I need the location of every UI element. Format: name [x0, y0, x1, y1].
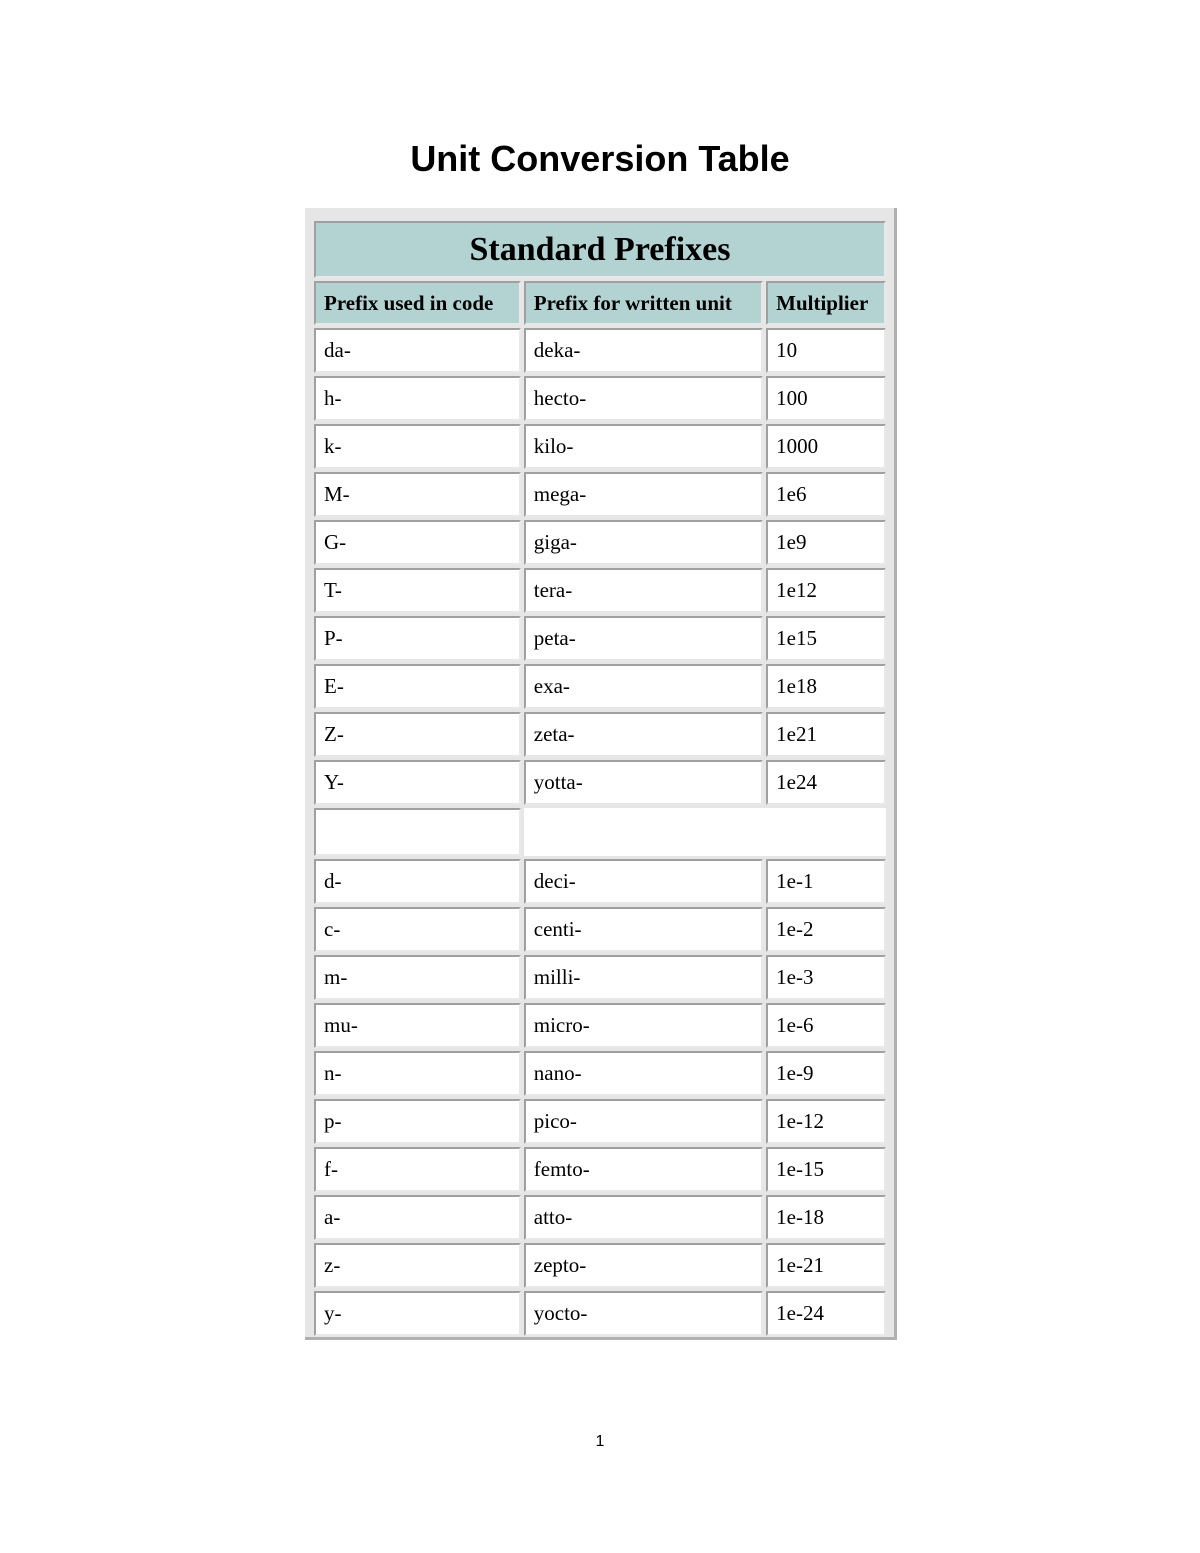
table-row [314, 760, 886, 805]
multiplier-cell: 1e-21 [766, 1243, 886, 1288]
multiplier-cell: 1e21 [766, 712, 886, 757]
written-prefix-cell: zepto- [524, 1243, 763, 1288]
standard-prefixes-table [311, 218, 889, 1339]
code-prefix-cell: mu- [314, 1003, 521, 1048]
table-row [314, 1195, 886, 1240]
column-header-code-prefix: Prefix used in code [314, 281, 521, 325]
code-prefix-cell: da- [314, 328, 521, 373]
written-prefix-cell: mega- [524, 472, 763, 517]
written-prefix-cell: hecto- [524, 376, 763, 421]
small-prefix-rows [314, 859, 886, 1336]
written-prefix-cell: zeta- [524, 712, 763, 757]
written-prefix-cell: exa- [524, 664, 763, 709]
code-prefix-cell: h- [314, 376, 521, 421]
multiplier-cell: 1e-1 [766, 859, 886, 904]
written-prefix-cell: yocto- [524, 1291, 763, 1336]
code-prefix-cell: Z- [314, 712, 521, 757]
large-prefix-rows [314, 328, 886, 805]
table-spacer [314, 808, 886, 856]
multiplier-cell: 1e-2 [766, 907, 886, 952]
spacer-row [314, 808, 886, 856]
written-prefix-cell: deci- [524, 859, 763, 904]
multiplier-cell: 100 [766, 376, 886, 421]
multiplier-cell: 10 [766, 328, 886, 373]
written-prefix-cell: centi- [524, 907, 763, 952]
code-prefix-cell: M- [314, 472, 521, 517]
table-row [314, 520, 886, 565]
written-prefix-cell: peta- [524, 616, 763, 661]
table-row [314, 712, 886, 757]
table-row [314, 1291, 886, 1336]
code-prefix-cell: p- [314, 1099, 521, 1144]
multiplier-cell: 1e-3 [766, 955, 886, 1000]
code-prefix-cell: Y- [314, 760, 521, 805]
table-row [314, 568, 886, 613]
multiplier-cell: 1e18 [766, 664, 886, 709]
table-row [314, 955, 886, 1000]
code-prefix-cell: d- [314, 859, 521, 904]
code-prefix-cell: E- [314, 664, 521, 709]
multiplier-cell: 1e-9 [766, 1051, 886, 1096]
table-caption: Standard Prefixes [314, 221, 886, 278]
table-row [314, 1003, 886, 1048]
written-prefix-cell: kilo- [524, 424, 763, 469]
table-row [314, 859, 886, 904]
table-row [314, 376, 886, 421]
written-prefix-cell: deka- [524, 328, 763, 373]
multiplier-cell: 1000 [766, 424, 886, 469]
spacer-cell [314, 808, 521, 856]
code-prefix-cell: m- [314, 955, 521, 1000]
code-prefix-cell: y- [314, 1291, 521, 1336]
multiplier-cell: 1e24 [766, 760, 886, 805]
code-prefix-cell: k- [314, 424, 521, 469]
table-row [314, 424, 886, 469]
multiplier-cell: 1e-18 [766, 1195, 886, 1240]
written-prefix-cell: giga- [524, 520, 763, 565]
table-row [314, 1147, 886, 1192]
code-prefix-cell: P- [314, 616, 521, 661]
table-row [314, 1243, 886, 1288]
column-header-multiplier: Multiplier [766, 281, 886, 325]
spacer-merged-cell [524, 808, 886, 856]
table-row [314, 664, 886, 709]
code-prefix-cell: c- [314, 907, 521, 952]
table-row [314, 616, 886, 661]
multiplier-cell: 1e12 [766, 568, 886, 613]
written-prefix-cell: femto- [524, 1147, 763, 1192]
multiplier-cell: 1e15 [766, 616, 886, 661]
table-row [314, 907, 886, 952]
page-number: 1 [595, 1433, 605, 1450]
written-prefix-cell: milli- [524, 955, 763, 1000]
written-prefix-cell: pico- [524, 1099, 763, 1144]
code-prefix-cell: z- [314, 1243, 521, 1288]
table-row [314, 1099, 886, 1144]
written-prefix-cell: yotta- [524, 760, 763, 805]
code-prefix-cell: T- [314, 568, 521, 613]
multiplier-cell: 1e6 [766, 472, 886, 517]
written-prefix-cell: micro- [524, 1003, 763, 1048]
multiplier-cell: 1e9 [766, 520, 886, 565]
table-row [314, 328, 886, 373]
multiplier-cell: 1e-24 [766, 1291, 886, 1336]
table-row [314, 1051, 886, 1096]
column-header-written-prefix: Prefix for written unit [524, 281, 763, 325]
table-row [314, 472, 886, 517]
page-title: Unit Conversion Table [410, 138, 790, 179]
multiplier-cell: 1e-12 [766, 1099, 886, 1144]
written-prefix-cell: nano- [524, 1051, 763, 1096]
code-prefix-cell: n- [314, 1051, 521, 1096]
multiplier-cell: 1e-15 [766, 1147, 886, 1192]
code-prefix-cell: a- [314, 1195, 521, 1240]
multiplier-cell: 1e-6 [766, 1003, 886, 1048]
written-prefix-cell: tera- [524, 568, 763, 613]
code-prefix-cell: f- [314, 1147, 521, 1192]
code-prefix-cell: G- [314, 520, 521, 565]
written-prefix-cell: atto- [524, 1195, 763, 1240]
